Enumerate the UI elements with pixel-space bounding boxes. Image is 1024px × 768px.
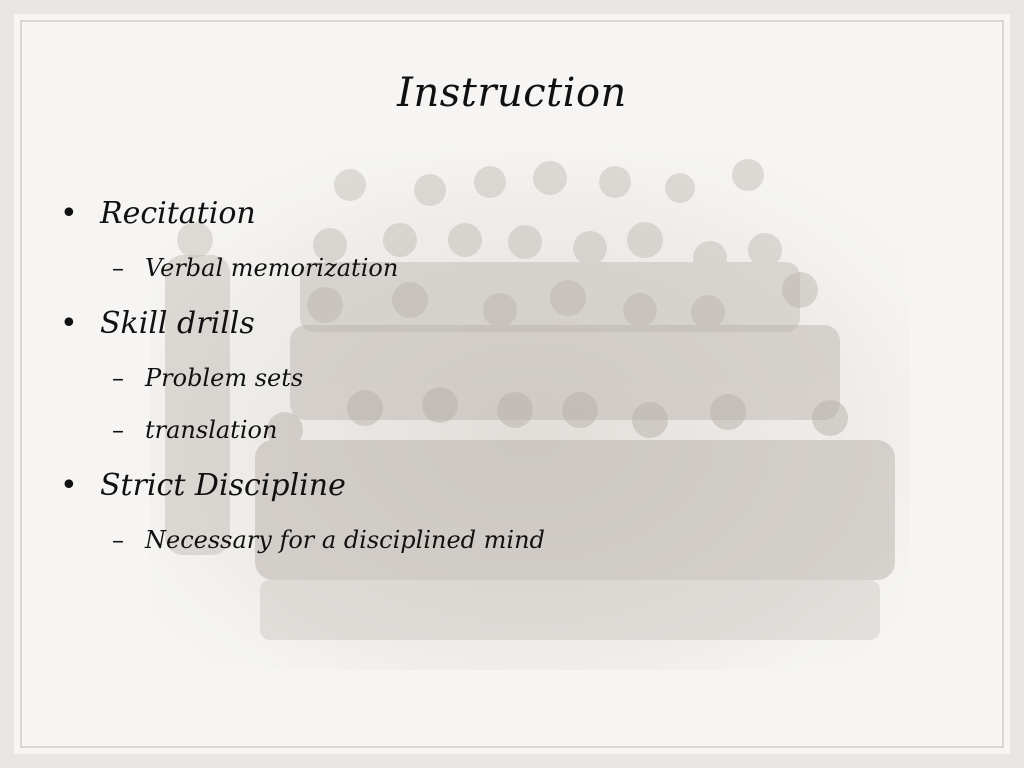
dash-icon: – — [112, 416, 124, 444]
sub-item-label: translation — [145, 416, 278, 444]
sub-item-translation — [60, 410, 960, 450]
bullet-list — [60, 192, 960, 560]
slide-title: Instruction — [397, 70, 627, 116]
dash-icon: – — [112, 364, 124, 392]
sub-item-label: Problem sets — [145, 364, 304, 392]
bullet-icon: • — [60, 196, 78, 231]
dash-icon: – — [112, 526, 124, 554]
sub-item-label: Verbal memorization — [145, 254, 399, 282]
sub-item-verbal-memorization — [60, 248, 960, 288]
sub-item-necessary-for-a-disciplined-mind — [60, 520, 960, 560]
bullet-label: Recitation — [100, 196, 256, 231]
bullet-icon: • — [60, 306, 78, 341]
bullet-item-strict-discipline — [60, 464, 960, 508]
bullet-item-recitation — [60, 192, 960, 236]
bullet-label: Strict Discipline — [100, 468, 346, 503]
bullet-item-skill-drills — [60, 302, 960, 346]
sub-item-problem-sets — [60, 358, 960, 398]
bullet-label: Skill drills — [100, 306, 255, 341]
sub-item-label: Necessary for a disciplined mind — [145, 526, 545, 554]
dash-icon: – — [112, 254, 124, 282]
bullet-icon: • — [60, 468, 78, 503]
